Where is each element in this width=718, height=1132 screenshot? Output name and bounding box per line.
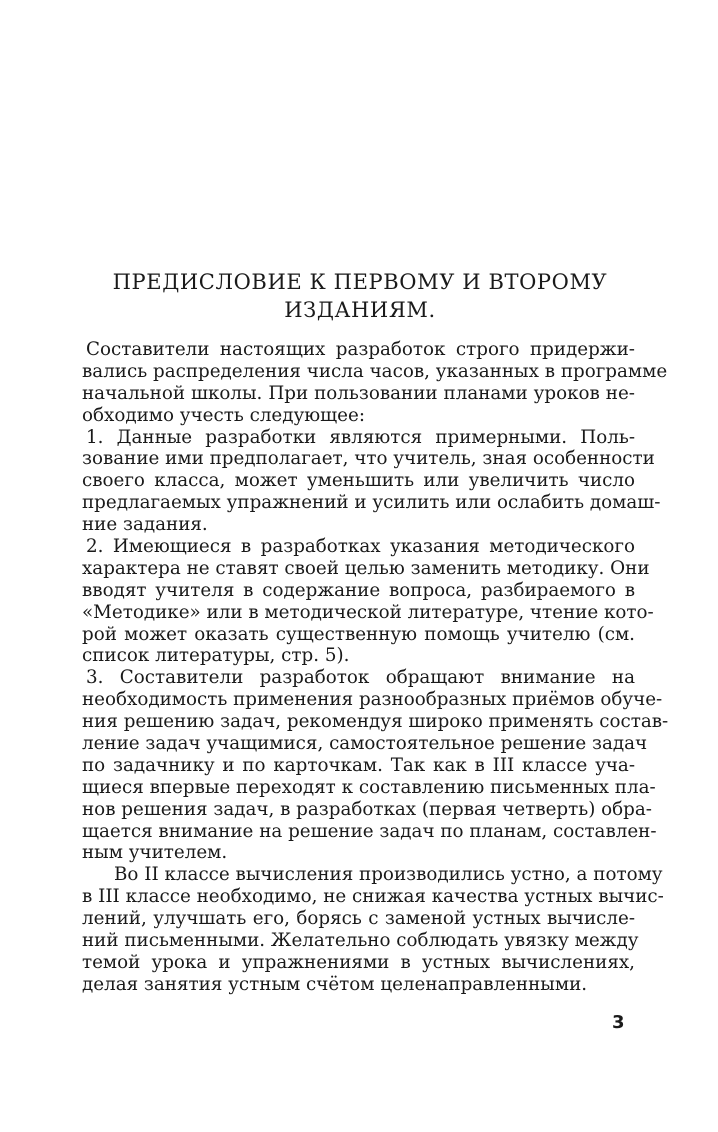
text-line: 3. Составители разработок обращают внимание на <box>86 667 635 689</box>
text-line: характера не ставят своей целью заменить методику. Они <box>82 557 650 579</box>
paragraph-item-1 <box>82 426 661 536</box>
text-line: в III классе необходимо, не снижая качества устных вычис- <box>82 886 664 908</box>
text-line: 1. Данные разработки являются примерными. Поль- <box>86 426 635 448</box>
text-line: по задачнику и по карточкам. Так как в III классе уча- <box>82 754 635 776</box>
text-line: щиеся впервые переходят к составлению письменных пла- <box>82 776 656 798</box>
text-line: ний письменными. Желательно соблюдать увязку между <box>82 930 639 952</box>
text-line: рой может оказать существенную помощь учителю (см. <box>82 623 635 645</box>
text-line: своего класса, может уменьшить или увеличить число <box>82 470 635 492</box>
text-line: обходимо учесть следующее: <box>82 404 365 426</box>
text-line: предлагаемых упражнений и усилить или ослабить домаш- <box>82 492 661 514</box>
page-title <box>80 268 640 324</box>
text-line: лений, улучшать его, борясь с заменой устных вычисле- <box>82 908 635 930</box>
text-line: ния решению задач, рекомендуя широко применять состав- <box>82 711 669 733</box>
text-line: щается внимание на решение задач по планам, составлен- <box>82 820 657 842</box>
text-line: Во II классе вычисления производились устно, а потому <box>114 864 663 886</box>
text-line: «Методике» или в методической литературе, чтение кото- <box>82 601 654 623</box>
text-line: список литературы, стр. 5). <box>82 645 350 667</box>
text-line: Составители настоящих разработок строго придержи- <box>86 339 635 360</box>
paragraph-item-3 <box>82 667 669 864</box>
text-line: необходимость применения разнообразных приёмов обуче- <box>82 689 663 711</box>
text-line: ние задания. <box>82 514 208 536</box>
text-line: темой урока и упражнениями в устных вычислениях, <box>82 951 635 973</box>
paragraph-intro <box>82 339 668 427</box>
text-line: нов решения задач, в разработках (первая четверть) обра- <box>82 798 652 820</box>
title-line-2: ИЗДАНИЯМ. <box>284 298 436 322</box>
title-line-1: ПРЕДИСЛОВИЕ К ПЕРВОМУ И ВТОРОМУ <box>112 270 608 294</box>
text-line: начальной школы. При пользовании планами уроков не- <box>82 382 635 404</box>
text-line: вались распределения числа часов, указанных в программе <box>82 360 668 382</box>
paragraph-closing <box>82 864 664 995</box>
page-number: 3 <box>612 1012 625 1033</box>
text-line: делая занятия устным счётом целенаправленными. <box>82 973 588 995</box>
text-line: 2. Имеющиеся в разработках указания методического <box>86 536 635 558</box>
text-line: ление задач учащимися, самостоятельное решение задач <box>82 733 648 755</box>
text-line: зование ими предполагает, что учитель, зная особенности <box>82 448 655 470</box>
text-line: ным учителем. <box>82 842 228 864</box>
text-line: вводят учителя в содержание вопроса, разбираемого в <box>82 579 635 601</box>
paragraph-item-2 <box>82 536 654 667</box>
body-text <box>82 339 669 996</box>
